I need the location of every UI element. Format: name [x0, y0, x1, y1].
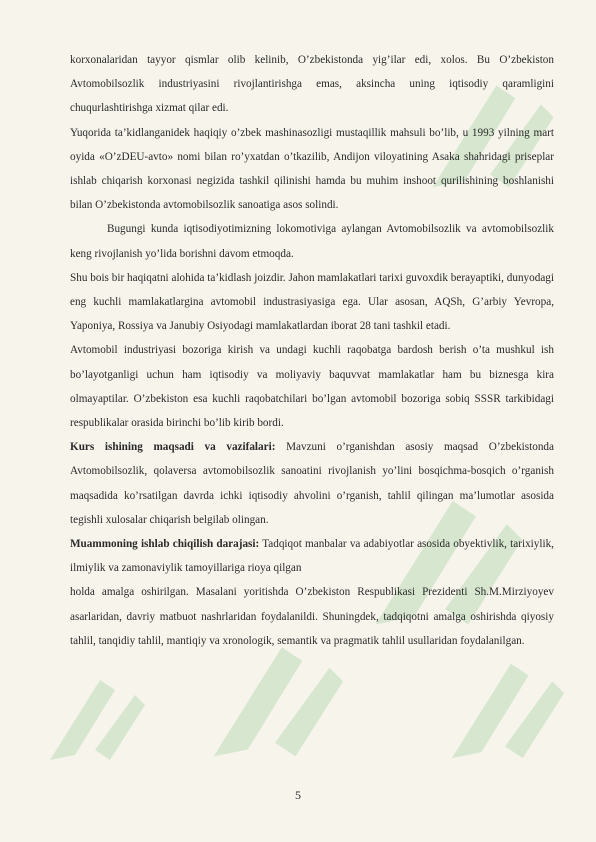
watermark-mark: [40, 660, 150, 770]
paragraph: Shu bois bir haqiqatni alohida ta’kidlash joizdir. Jahon mamlakatlari tarixi guvoxdik berayaptiki, dunyodagi eng kuchli mamlakatlargina avtomobil industrasiyasiga ega. Ular asosan, AQSh, G’arbiy Yevropa, Yaponiya, Rossiya va Janubiy Osiyodagi mamlakatlardan iborat 28 tani tashkil etadi.: [70, 271, 554, 333]
paragraph: Avtomobil industriyasi bozoriga kirish va undagi kuchli raqobatga bardosh berish o’ta mushkul ish bo’layotganligi uchun ham iqtisodiy va moliyaviy baquvvat mamlakatlar ham bu biznesga kira olmayaptilar. O’zbekiston esa kuchli raqobatchilari bo’lgan avtomobil bozoriga sobiq SSSR tarkibidagi respublikalar orasida birinchi bo’lib kirib bordi.: [70, 344, 554, 430]
paragraph-text: Mavzuni o’rganishdan asosiy maqsad O’zbekistonda Avtomobilsozlik, qolaversa avtomobilsozlik sanoatini rivojlanish yo’lini bosqichma-bosqich o’rganish maqsadida ko’rsatilgan davrda ichki iqtisodiy ahvolini o’rganish, tahlil qilingan ma’lumotlar asosida tegishli xulosalar chiqarish belgilab olingan.: [70, 441, 554, 526]
watermark-mark: [440, 640, 570, 770]
paragraph-heading: Muammoning ishlab chiqilish darajasi:: [70, 538, 260, 551]
page-number: 5: [295, 788, 301, 802]
paragraph: [70, 435, 554, 532]
paragraph: holda amalga oshirilgan. Masalani yoritishda O’zbekiston Respublikasi Prezidenti Sh.M.Mirziyoyev asarlaridan, davriy matbuot nashrlaridan foydalanildi. Shuningdek, tadqiqotni amalga oshirishda qiyosiy tahlil, tanqidiy tahlil, mantiqiy va xronologik, semantik va pragmatik tahlil usullaridan foydalanilgan.: [70, 586, 554, 647]
body-text: [70, 48, 554, 653]
paragraph: [70, 532, 554, 580]
paragraph-text: Tadqiqot manbalar va adabiyotlar asosida obyektivlik, tarixiylik, ilmiylik va zamonaviylik tamoyillariga rioya qilgan: [70, 538, 554, 575]
paragraph: Bugungi kunda iqtisodiyotimizning lokomotiviga aylangan Avtomobilsozlik va avtomobilsozlik keng rivojlanish yo’lida borishni davom etmoqda.: [70, 223, 554, 260]
paragraph-heading: Kurs ishining maqsadi va vazifalari:: [70, 441, 276, 454]
paragraph: Yuqorida ta’kidlanganidek haqiqiy o’zbek mashinasozligi mustaqillik mahsuli bo’lib, u 1993 yilning mart oyida «O’zDEU-avto» nomi bilan ro’yxatdan o’tkazilib, Andijon viloyatining Asaka shahridagi priseplar ishlab chiqarish korxonasi negizida tashkil qilinishi hamda bu muhim inshoot qurilishining boshlanishi bilan O’zbekistonda avtomobilsozlik sanoatiga asos solindi.: [70, 126, 554, 212]
paragraph: korxonalaridan tayyor qismlar olib kelinib, O’zbekistonda yig’ilar edi, xolos. Bu O’zbekiston Avtomobilsozlik industriyasini rivojlantirishga emas, aksincha uning iqtisodiy qaramligini chuqurlashtirishga xizmat qilar edi.: [70, 54, 554, 115]
